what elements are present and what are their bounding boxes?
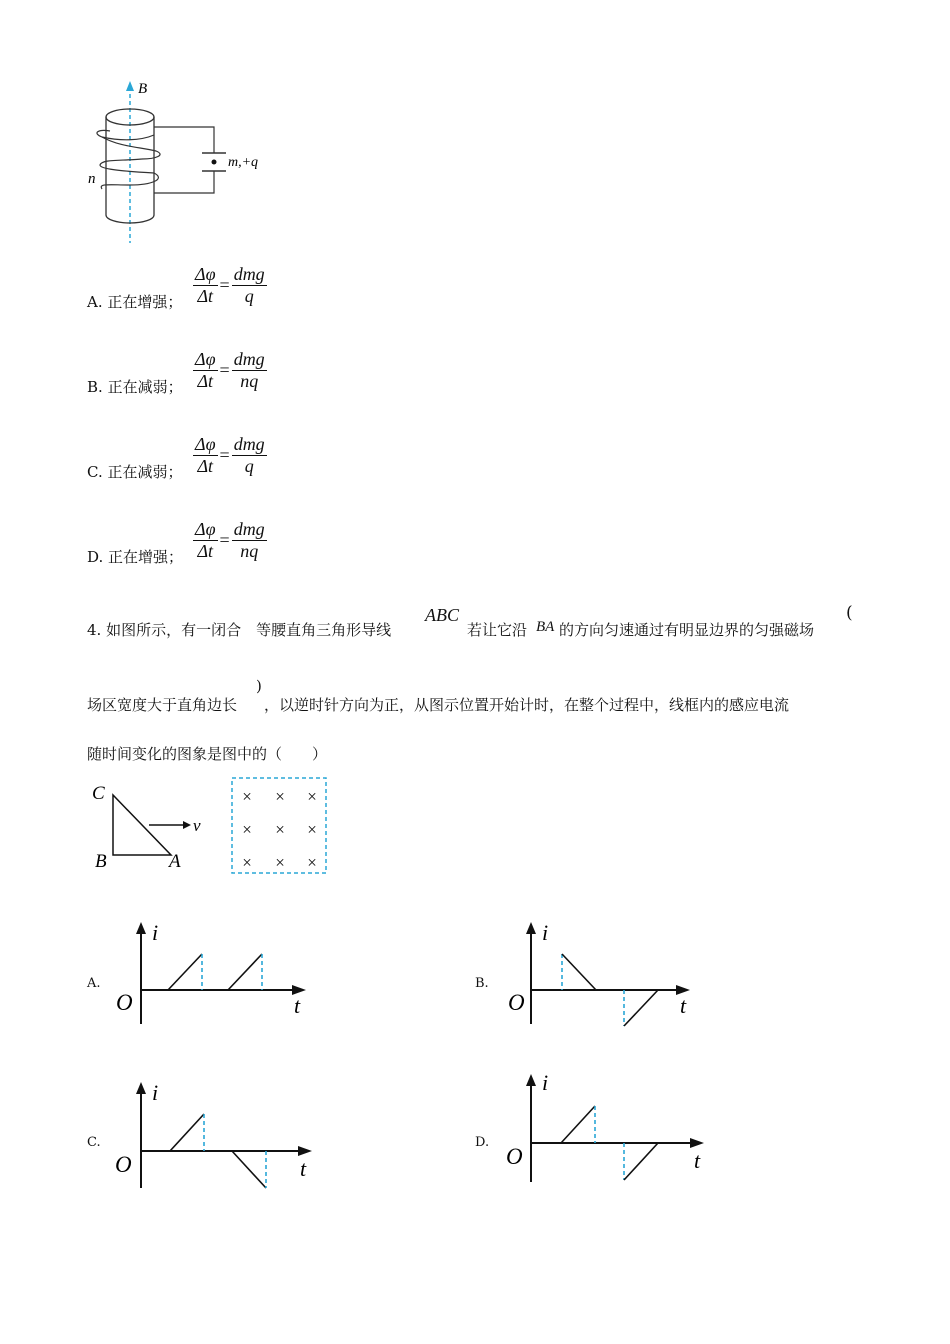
label-b: B <box>138 81 148 97</box>
svg-text:O: O <box>116 990 133 1015</box>
svg-text:×: × <box>307 853 317 872</box>
graph-d[interactable] <box>500 1070 710 1185</box>
svg-text:O: O <box>508 990 525 1015</box>
svg-text:×: × <box>275 820 285 839</box>
svg-text:O: O <box>506 1144 523 1169</box>
label-c: C <box>92 783 105 804</box>
graph-d-label[interactable]: D. <box>475 1135 490 1150</box>
svg-text:×: × <box>307 820 317 839</box>
graph-b[interactable] <box>500 918 700 1028</box>
svg-text:×: × <box>242 853 252 872</box>
svg-text:×: × <box>307 787 317 806</box>
svg-text:i: i <box>152 1080 159 1105</box>
label-charge: m,+q <box>228 155 259 170</box>
svg-text:O: O <box>115 1152 132 1177</box>
svg-text:i: i <box>542 920 549 945</box>
svg-text:i: i <box>542 1070 549 1095</box>
svg-text:t: t <box>300 1156 307 1181</box>
svg-text:t: t <box>294 993 301 1018</box>
svg-text:t: t <box>694 1148 701 1173</box>
svg-text:i: i <box>152 920 159 945</box>
graph-b-label[interactable]: B. <box>475 976 489 991</box>
svg-text:×: × <box>275 853 285 872</box>
triangle-field-figure <box>85 775 335 880</box>
graph-c-label[interactable]: C. <box>87 1135 101 1150</box>
svg-text:×: × <box>275 787 285 806</box>
svg-text:×: × <box>242 787 252 806</box>
solenoid-figure <box>80 75 280 250</box>
label-b2: B <box>95 851 107 872</box>
graph-a-label[interactable]: A. <box>87 976 101 991</box>
svg-text:t: t <box>680 993 687 1018</box>
label-n: n <box>88 171 96 187</box>
svg-text:×: × <box>242 820 252 839</box>
label-a: A <box>169 851 181 872</box>
graph-c[interactable] <box>110 1078 315 1193</box>
label-v: v <box>193 816 201 835</box>
graph-a[interactable] <box>110 918 310 1028</box>
